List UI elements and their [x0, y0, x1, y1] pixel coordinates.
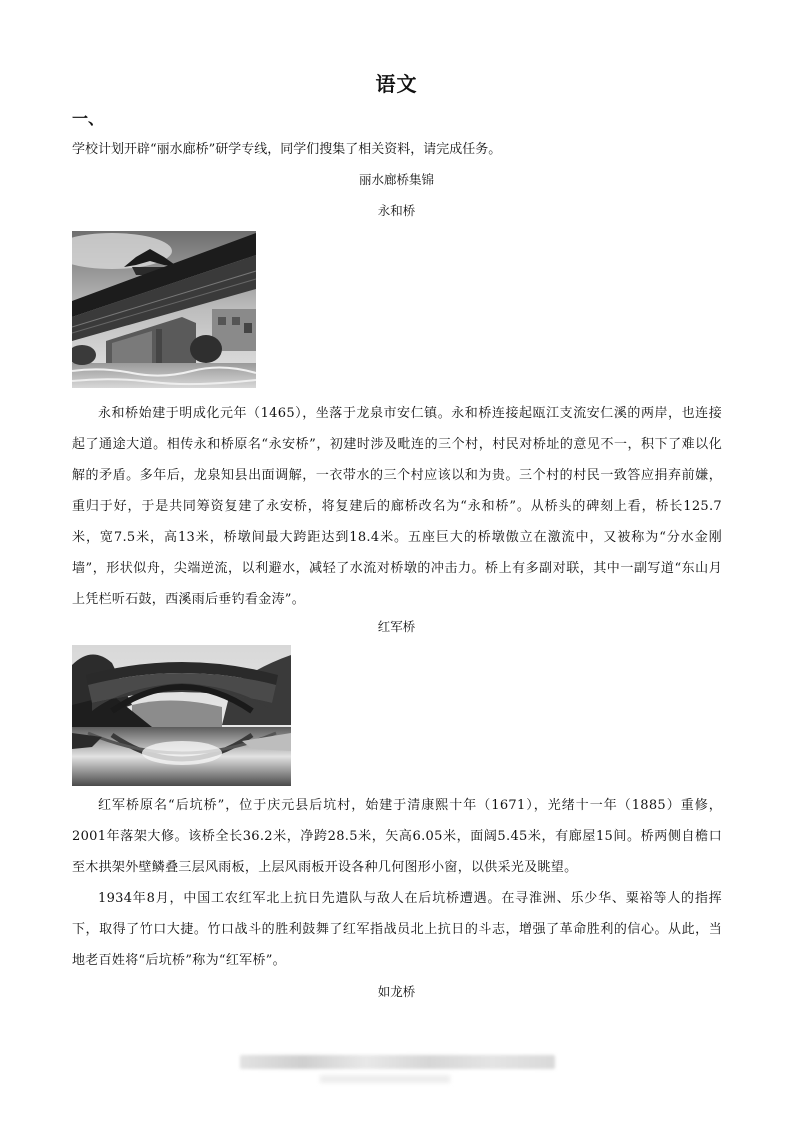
bridge-name-yonghe: 永和桥 [377, 203, 416, 218]
bridge-name-rulong: 如龙桥 [377, 984, 416, 999]
yonghe-bridge-photo [72, 231, 256, 388]
blurred-footer-secondary [320, 1075, 450, 1083]
section-number: 一、 [72, 109, 105, 128]
bridge-name-hongjun: 红军桥 [377, 619, 416, 634]
hongjun-paragraph-1: 红军桥原名“后坑桥”，位于庆元县后坑村，始建于清康熙十年（1671），光绪十一年（1885）重修，2001年落架大修。该桥全长36.2米，净跨28.5米，矢高6.05米，面阔5.45米，有廊屋15间。桥两侧自檐口至木拱架外壁鳞叠三层风雨板，上层风雨板开设各种几何图形小窗，以供采光及眺望。 [72, 798, 722, 875]
collection-title: 丽水廊桥集锦 [358, 172, 434, 187]
hongjun-paragraph-2: 1934年8月，中国工农红军北上抗日先遣队与敌人在后坑桥遭遇。在寻淮洲、乐少华、粟裕等人的指挥下，取得了竹口大捷。竹口战斗的胜利鼓舞了红军指战员北上抗日的斗志，增强了革命胜利的信心。从此，当地老百姓将“后坑桥”称为“红军桥”。 [72, 891, 722, 968]
yonghe-paragraph: 永和桥始建于明成化元年（1465），坐落于龙泉市安仁镇。永和桥连接起瓯江支流安仁溪的两岸，也连接起了通途大道。相传永和桥原名“永安桥”，初建时涉及毗连的三个村，村民对桥址的意见不一，积下了难以化解的矛盾。多年后，龙泉知县出面调解，一衣带水的三个村应该以和为贵。三个村的村民一致答应捐弃前嫌，重归于好，于是共同筹资复建了永安桥，将复建后的廊桥改名为“永和桥”。从桥头的碑刻上看，桥长125.7米，宽7.5米，高13米，桥墩间最大跨距达到18.4米。五座巨大的桥墩傲立在激流中，又被称为“分水金刚墙”，形状似舟，尖端逆流，以利避水，减轻了水流对桥墩的冲击力。桥上有多副对联，其中一副写道“东山月上凭栏听石鼓，西溪雨后垂钓看金涛”。 [72, 406, 722, 607]
hongjun-bridge-photo [72, 645, 291, 786]
intro-text: 学校计划开辟“丽水廊桥”研学专线，同学们搜集了相关资料，请完成任务。 [72, 142, 502, 157]
page-title: 语文 [375, 72, 418, 96]
blurred-footer [240, 1055, 555, 1069]
